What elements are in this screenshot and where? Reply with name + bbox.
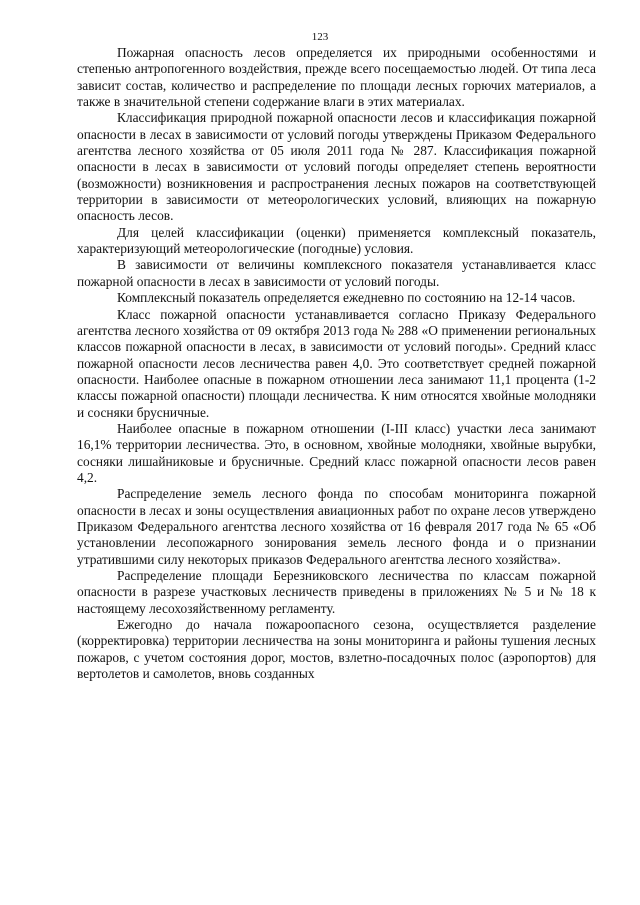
paragraph-indicator-daily-time: Комплексный показатель определяется ежедневно по состоянию на 12-14 часов. xyxy=(117,290,576,306)
page-number: 123 xyxy=(311,31,329,43)
paragraph-most-dangerous-areas: Наиболее опасные в пожарном отношении (I-III класс) участки леса занимают 16,1% территории лесничества. Это, в основном, хвойные молодняки, хвойные вырубки, сосняки лишайниковые и брусничные. Средний класс пожарной опасности лесов равен 4,2. xyxy=(77,420,596,485)
paragraph-berezniki-distribution: Распределение площади Березниковского лесничества по классам пожарной опасности в разрезе участковых лесничеств приведены в приложениях № 5 и № 18 к настоящему лесохозяйственному регламенту. xyxy=(77,568,596,616)
paragraph-monitoring-zoning-order-65: Распределение земель лесного фонда по способам мониторинга пожарной опасности в лесах и зоны осуществления авиационных работ по охране лесов утверждено Приказом Федерального агентства лесного хозяйства от 16 февраля 2017 года № 65 «Об установлении лесопожарного зонирования земель лесного фонда и о признании утратившими силу некоторых приказов Федерального агентства лесного хозяйства». xyxy=(77,486,596,567)
paragraph-annual-zoning: Ежегодно до начала пожароопасного сезона, осуществляется разделение (корректировка) территории лесничества на зоны мониторинга и районы тушения лесных пожаров, с учетом состояния дорог, мостов, взлетно-посадочных полос (аэропортов) для вертолетов и самолетов, вновь созданных xyxy=(77,617,596,682)
paragraph-fire-danger-factors: Пожарная опасность лесов определяется их природными особенностями и степенью антропогенного воздействия, прежде всего посещаемостью людей. От типа леса зависит состав, количество и распределение по площади лесных горючих материалов, а также в значительной степени содержание влаги в этих материалах. xyxy=(77,45,596,110)
document-body xyxy=(77,45,596,682)
paragraph-class-order-288: Класс пожарной опасности устанавливается согласно Приказу Федерального агентства лесного хозяйства от 09 октября 2013 года № 288 «О применении региональных классов пожарной опасности в лесах, в зависимости от условий погоды». Средний класс пожарной опасности лесов лесничества равен 4,0. Это соответствует средней пожарной опасности. Наиболее опасные в пожарном отношении леса занимают 11,1 процента (1-2 классы пожарной опасности) площади лесничества. К ним относятся хвойные молодняки и сосняки брусничные. xyxy=(77,306,596,420)
paragraph-danger-class-by-indicator: В зависимости от величины комплексного показателя устанавливается класс пожарной опасности в лесах в зависимости от условий погоды. xyxy=(77,257,596,289)
paragraph-complex-indicator-purpose: Для целей классификации (оценки) применяется комплексный показатель, характеризующий метеорологические (погодные) условия. xyxy=(77,224,596,257)
paragraph-classification-order-287: Классификация природной пожарной опасности лесов и классификация пожарной опасности в лесах в зависимости от условий погоды утверждены Приказом Федерального агентства лесного хозяйства от 05 июля 2011 года № 287. Классификация пожарной опасности в лесах в зависимости от условий погоды определяет степень вероятности (возможности) возникновения и распространения лесных пожаров на соответствующей территории в зависимости от метеорологических условий, влияющих на пожарную опасность лесов. xyxy=(77,110,596,224)
